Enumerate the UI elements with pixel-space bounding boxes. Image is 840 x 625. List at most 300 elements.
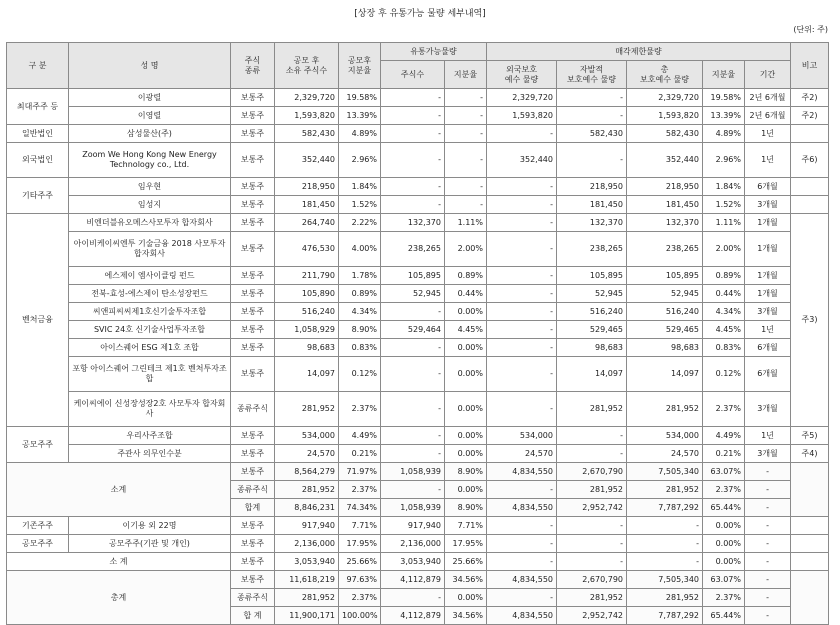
cell-tradable-shares: - [381, 196, 445, 214]
cell-tradable-ratio: 4.45% [445, 321, 487, 339]
cell-name: 비엔더블유오메스사모투자 합자회사 [69, 214, 231, 232]
cell-lockup-ratio: 1.84% [703, 178, 745, 196]
cell-name: 임성지 [69, 196, 231, 214]
cell-stock-type: 합계 [231, 499, 275, 517]
cell-tradable-ratio: 1.11% [445, 214, 487, 232]
cell-tradable-shares: 105,895 [381, 267, 445, 285]
table-row [7, 178, 829, 196]
cell-tradable-ratio: 0.00% [445, 445, 487, 463]
cell-tradable-shares: - [381, 481, 445, 499]
cell-stock-type: 보통주 [231, 427, 275, 445]
cell-tradable-ratio: 2.00% [445, 232, 487, 267]
cell-post-ipo-ratio: 4.89% [339, 125, 381, 143]
cell-tradable-shares: 917,940 [381, 517, 445, 535]
cell-tradable-ratio: 7.71% [445, 517, 487, 535]
cell-post-ipo-ratio: 0.12% [339, 357, 381, 392]
cell-lockup-period: 6개월 [745, 178, 791, 196]
cell-stock-type: 보통주 [231, 321, 275, 339]
cell-name: 아이스퀘어 ESG 제1호 조합 [69, 339, 231, 357]
header-category: 구 분 [7, 43, 69, 89]
cell-category: 공모주주 [7, 535, 69, 553]
cell-tradable-shares: 238,265 [381, 232, 445, 267]
cell-lockup-total: 2,329,720 [627, 89, 703, 107]
cell-lockup-period: 1년 [745, 125, 791, 143]
cell-lockup-voluntary: - [557, 517, 627, 535]
cell-post-ipo-ratio: 0.89% [339, 285, 381, 303]
table-row [7, 107, 829, 125]
cell-lockup-voluntary: 582,430 [557, 125, 627, 143]
cell-post-ipo-ratio: 1.52% [339, 196, 381, 214]
cell-lockup-period: 1년 [745, 143, 791, 178]
cell-post-ipo-shares: 1,593,820 [275, 107, 339, 125]
cell-lockup-total: 281,952 [627, 589, 703, 607]
cell-name: 케이씨에이 신성장성장2호 사모투자 합자회사 [69, 392, 231, 427]
cell-lockup-foreign: - [487, 178, 557, 196]
cell-lockup-foreign: 4,834,550 [487, 499, 557, 517]
cell-lockup-voluntary: 281,952 [557, 392, 627, 427]
cell-tradable-ratio: - [445, 178, 487, 196]
header-lockup-period: 기간 [745, 61, 791, 89]
cell-post-ipo-ratio: 4.34% [339, 303, 381, 321]
cell-lockup-total: 14,097 [627, 357, 703, 392]
cell-tradable-shares: - [381, 125, 445, 143]
cell-lockup-total: 1,593,820 [627, 107, 703, 125]
cell-stock-type: 보통주 [231, 89, 275, 107]
cell-lockup-total: - [627, 517, 703, 535]
cell-lockup-period: 1개월 [745, 232, 791, 267]
cell-post-ipo-ratio: 74.34% [339, 499, 381, 517]
cell-lockup-voluntary: 181,450 [557, 196, 627, 214]
cell-group-label: 총계 [7, 571, 231, 625]
cell-post-ipo-shares: 11,618,219 [275, 571, 339, 589]
cell-lockup-total: - [627, 553, 703, 571]
cell-stock-type: 보통주 [231, 178, 275, 196]
cell-note: 주2) [791, 107, 829, 125]
cell-lockup-voluntary: 2,952,742 [557, 607, 627, 625]
cell-post-ipo-ratio: 2.22% [339, 214, 381, 232]
cell-lockup-voluntary: 2,952,742 [557, 499, 627, 517]
cell-note: 주4) [791, 445, 829, 463]
cell-lockup-ratio: 0.21% [703, 445, 745, 463]
cell-lockup-foreign: - [487, 589, 557, 607]
header-tradable-shares: 주식수 [381, 61, 445, 89]
cell-post-ipo-shares: 2,329,720 [275, 89, 339, 107]
cell-post-ipo-shares: 582,430 [275, 125, 339, 143]
cell-tradable-ratio: 0.00% [445, 339, 487, 357]
cell-tradable-shares: 1,058,939 [381, 499, 445, 517]
cell-tradable-ratio: 0.00% [445, 427, 487, 445]
cell-lockup-foreign: 352,440 [487, 143, 557, 178]
cell-stock-type: 보통주 [231, 107, 275, 125]
cell-category: 소 계 [7, 553, 231, 571]
cell-note: 주6) [791, 143, 829, 178]
cell-lockup-total: 352,440 [627, 143, 703, 178]
cell-lockup-period: 1개월 [745, 267, 791, 285]
cell-post-ipo-ratio: 8.90% [339, 321, 381, 339]
cell-note: 주5) [791, 427, 829, 445]
cell-tradable-ratio: 34.56% [445, 607, 487, 625]
table-row [7, 535, 829, 553]
cell-post-ipo-ratio: 25.66% [339, 553, 381, 571]
cell-post-ipo-shares: 281,952 [275, 392, 339, 427]
cell-tradable-ratio: 17.95% [445, 535, 487, 553]
table-body [7, 89, 829, 625]
cell-stock-type: 보통주 [231, 303, 275, 321]
cell-lockup-ratio: 1.11% [703, 214, 745, 232]
cell-stock-type: 보통주 [231, 339, 275, 357]
cell-tradable-shares: 4,112,879 [381, 607, 445, 625]
cell-post-ipo-shares: 181,450 [275, 196, 339, 214]
cell-lockup-period: 1개월 [745, 285, 791, 303]
cell-category: 공모주주 [7, 427, 69, 463]
cell-stock-type: 보통주 [231, 143, 275, 178]
cell-category: 기타주주 [7, 178, 69, 214]
cell-name: 삼성물산(주) [69, 125, 231, 143]
cell-stock-type: 보통주 [231, 267, 275, 285]
cell-category: 기존주주 [7, 517, 69, 535]
header-lockup-voluntary: 자발적 보호예수 물량 [557, 61, 627, 89]
cell-tradable-ratio: 8.90% [445, 463, 487, 481]
cell-post-ipo-shares: 14,097 [275, 357, 339, 392]
table-row [7, 285, 829, 303]
cell-lockup-foreign: - [487, 303, 557, 321]
cell-lockup-foreign: - [487, 196, 557, 214]
cell-lockup-total: 105,895 [627, 267, 703, 285]
cell-lockup-voluntary: - [557, 427, 627, 445]
cell-lockup-voluntary: 281,952 [557, 481, 627, 499]
cell-name: 공모주주(기관 및 개인) [69, 535, 231, 553]
table-row [7, 303, 829, 321]
cell-lockup-ratio: 13.39% [703, 107, 745, 125]
table-row [7, 321, 829, 339]
cell-tradable-ratio: - [445, 196, 487, 214]
table-row [7, 339, 829, 357]
cell-post-ipo-shares: 211,790 [275, 267, 339, 285]
cell-lockup-period: 2년 6개월 [745, 89, 791, 107]
cell-name: Zoom We Hong Kong New Energy Technology co., Ltd. [69, 143, 231, 178]
cell-lockup-foreign: - [487, 285, 557, 303]
cell-name: 이광렬 [69, 89, 231, 107]
cell-lockup-period: - [745, 463, 791, 481]
cell-tradable-ratio: 0.00% [445, 357, 487, 392]
cell-lockup-foreign: - [487, 392, 557, 427]
cell-post-ipo-ratio: 2.37% [339, 589, 381, 607]
cell-post-ipo-shares: 2,136,000 [275, 535, 339, 553]
cell-tradable-ratio: 0.44% [445, 285, 487, 303]
cell-note [791, 125, 829, 143]
header-name: 성 명 [69, 43, 231, 89]
cell-tradable-ratio: - [445, 125, 487, 143]
cell-post-ipo-ratio: 7.71% [339, 517, 381, 535]
cell-post-ipo-shares: 516,240 [275, 303, 339, 321]
cell-lockup-period: 6개월 [745, 339, 791, 357]
table-row [7, 89, 829, 107]
cell-name: 에스제이 엠사이클링 펀드 [69, 267, 231, 285]
cell-lockup-period: 3개월 [745, 196, 791, 214]
cell-note: 주2) [791, 89, 829, 107]
cell-stock-type: 보통주 [231, 571, 275, 589]
table-row [7, 357, 829, 392]
cell-stock-type: 보통주 [231, 232, 275, 267]
cell-group-label: 소계 [7, 463, 231, 517]
cell-post-ipo-shares: 105,890 [275, 285, 339, 303]
cell-lockup-ratio: 0.44% [703, 285, 745, 303]
cell-lockup-foreign: 2,329,720 [487, 89, 557, 107]
cell-lockup-ratio: 4.49% [703, 427, 745, 445]
cell-tradable-shares: - [381, 178, 445, 196]
cell-lockup-ratio: 0.89% [703, 267, 745, 285]
summary-row [7, 571, 829, 589]
cell-post-ipo-shares: 3,053,940 [275, 553, 339, 571]
header-post-ipo-shares: 공모 후 소유 주식수 [275, 43, 339, 89]
cell-lockup-ratio: 4.89% [703, 125, 745, 143]
cell-name: 임우현 [69, 178, 231, 196]
cell-tradable-shares: - [381, 427, 445, 445]
cell-post-ipo-shares: 8,564,279 [275, 463, 339, 481]
cell-tradable-shares: - [381, 89, 445, 107]
cell-lockup-period: - [745, 607, 791, 625]
cell-stock-type: 보통주 [231, 445, 275, 463]
cell-lockup-ratio: 65.44% [703, 499, 745, 517]
cell-post-ipo-shares: 218,950 [275, 178, 339, 196]
cell-stock-type: 보통주 [231, 196, 275, 214]
cell-stock-type: 보통주 [231, 517, 275, 535]
cell-lockup-voluntary: 281,952 [557, 589, 627, 607]
cell-lockup-ratio: 0.12% [703, 357, 745, 392]
cell-tradable-shares: 3,053,940 [381, 553, 445, 571]
cell-post-ipo-shares: 98,683 [275, 339, 339, 357]
cell-post-ipo-ratio: 2.37% [339, 392, 381, 427]
cell-lockup-ratio: 0.00% [703, 553, 745, 571]
cell-lockup-total: 7,787,292 [627, 499, 703, 517]
unit-label: (단위: 주) [793, 25, 828, 34]
cell-name: 아이비케이씨엔투 기술금융 2018 사모투자 합자회사 [69, 232, 231, 267]
table-row [7, 143, 829, 178]
cell-stock-type: 보통주 [231, 285, 275, 303]
cell-tradable-ratio: 0.00% [445, 303, 487, 321]
cell-tradable-ratio: 0.00% [445, 481, 487, 499]
cell-post-ipo-shares: 8,846,231 [275, 499, 339, 517]
cell-lockup-period: - [745, 481, 791, 499]
cell-lockup-foreign: 4,834,550 [487, 607, 557, 625]
cell-lockup-total: 529,465 [627, 321, 703, 339]
cell-name: 전북-효성-에스제이 탄소성장펀드 [69, 285, 231, 303]
cell-name: SVIC 24호 신기술사업투자조합 [69, 321, 231, 339]
cell-lockup-ratio: 19.58% [703, 89, 745, 107]
cell-lockup-period: 3개월 [745, 303, 791, 321]
cell-lockup-foreign: 534,000 [487, 427, 557, 445]
cell-lockup-period: 1개월 [745, 214, 791, 232]
cell-lockup-foreign: - [487, 267, 557, 285]
cell-name: 이기용 외 22명 [69, 517, 231, 535]
cell-tradable-shares: 132,370 [381, 214, 445, 232]
cell-lockup-voluntary: 529,465 [557, 321, 627, 339]
lockup-table [6, 42, 829, 625]
cell-note [791, 553, 829, 571]
table-row [7, 214, 829, 232]
cell-lockup-foreign: - [487, 357, 557, 392]
cell-note [791, 178, 829, 196]
cell-note [791, 535, 829, 553]
cell-category: 벤처금융 [7, 214, 69, 427]
cell-tradable-shares: - [381, 392, 445, 427]
cell-tradable-ratio: 0.89% [445, 267, 487, 285]
cell-lockup-voluntary: 516,240 [557, 303, 627, 321]
table-title: [상장 후 유통가능 물량 세부내역] [354, 9, 486, 19]
cell-lockup-period: 1년 [745, 321, 791, 339]
cell-lockup-ratio: 63.07% [703, 463, 745, 481]
table-row [7, 125, 829, 143]
cell-stock-type: 종류주식 [231, 481, 275, 499]
table-row [7, 517, 829, 535]
cell-stock-type: 보통주 [231, 553, 275, 571]
cell-lockup-foreign: - [487, 339, 557, 357]
cell-lockup-voluntary: 98,683 [557, 339, 627, 357]
cell-post-ipo-ratio: 100.00% [339, 607, 381, 625]
cell-lockup-voluntary: 52,945 [557, 285, 627, 303]
cell-tradable-shares: - [381, 107, 445, 125]
cell-lockup-period: 3개월 [745, 445, 791, 463]
cell-lockup-period: 1년 [745, 427, 791, 445]
cell-name: 포항 아이스퀘어 그린테크 제1호 벤처투자조합 [69, 357, 231, 392]
cell-category: 최대주주 등 [7, 89, 69, 125]
header-lockup-foreign: 외국보호 예수 물량 [487, 61, 557, 89]
cell-lockup-foreign: - [487, 481, 557, 499]
cell-tradable-shares: 529,464 [381, 321, 445, 339]
cell-lockup-voluntary: - [557, 553, 627, 571]
cell-post-ipo-shares: 264,740 [275, 214, 339, 232]
cell-post-ipo-ratio: 1.78% [339, 267, 381, 285]
cell-note [791, 517, 829, 535]
cell-lockup-ratio: 2.37% [703, 392, 745, 427]
cell-lockup-total: 98,683 [627, 339, 703, 357]
header-tradable-ratio: 지분율 [445, 61, 487, 89]
cell-stock-type: 종류주식 [231, 589, 275, 607]
cell-lockup-period: - [745, 499, 791, 517]
cell-post-ipo-ratio: 1.84% [339, 178, 381, 196]
cell-lockup-foreign: - [487, 214, 557, 232]
cell-post-ipo-ratio: 71.97% [339, 463, 381, 481]
cell-lockup-total: 52,945 [627, 285, 703, 303]
cell-post-ipo-shares: 352,440 [275, 143, 339, 178]
cell-lockup-voluntary: 132,370 [557, 214, 627, 232]
cell-tradable-shares: - [381, 303, 445, 321]
cell-name: 주관사 의무인수분 [69, 445, 231, 463]
cell-tradable-shares: 4,112,879 [381, 571, 445, 589]
cell-post-ipo-shares: 534,000 [275, 427, 339, 445]
table-row [7, 427, 829, 445]
cell-tradable-shares: - [381, 589, 445, 607]
cell-stock-type: 보통주 [231, 125, 275, 143]
cell-lockup-total: 281,952 [627, 481, 703, 499]
cell-lockup-voluntary: - [557, 535, 627, 553]
cell-lockup-voluntary: - [557, 143, 627, 178]
cell-stock-type: 합 계 [231, 607, 275, 625]
cell-lockup-foreign: - [487, 232, 557, 267]
cell-lockup-ratio: 63.07% [703, 571, 745, 589]
cell-lockup-period: - [745, 553, 791, 571]
cell-lockup-voluntary: 238,265 [557, 232, 627, 267]
cell-stock-type: 보통주 [231, 214, 275, 232]
cell-lockup-period: - [745, 517, 791, 535]
cell-lockup-voluntary: 2,670,790 [557, 463, 627, 481]
cell-tradable-shares: 1,058,939 [381, 463, 445, 481]
cell-tradable-ratio: 0.00% [445, 392, 487, 427]
header-tradable: 유통가능물량 [381, 43, 487, 61]
cell-tradable-shares: - [381, 357, 445, 392]
cell-tradable-shares: - [381, 445, 445, 463]
cell-name: 씨앤피씨씨제1호신기술투자조합 [69, 303, 231, 321]
cell-lockup-voluntary: 2,670,790 [557, 571, 627, 589]
cell-name: 이영렬 [69, 107, 231, 125]
cell-lockup-voluntary: 14,097 [557, 357, 627, 392]
header-lockup-ratio: 지분율 [703, 61, 745, 89]
cell-tradable-ratio: - [445, 143, 487, 178]
cell-stock-type: 보통주 [231, 535, 275, 553]
cell-category: 일반법인 [7, 125, 69, 143]
cell-note [791, 571, 829, 625]
header-lockup-total: 총 보호예수 물량 [627, 61, 703, 89]
cell-note [791, 196, 829, 214]
cell-lockup-voluntary: - [557, 107, 627, 125]
cell-lockup-foreign: - [487, 125, 557, 143]
cell-stock-type: 종류주식 [231, 392, 275, 427]
cell-post-ipo-ratio: 17.95% [339, 535, 381, 553]
cell-stock-type: 보통주 [231, 463, 275, 481]
cell-lockup-foreign: 24,570 [487, 445, 557, 463]
cell-lockup-foreign: - [487, 517, 557, 535]
header-post-ipo-ratio: 공모후 지분율 [339, 43, 381, 89]
cell-lockup-total: 218,950 [627, 178, 703, 196]
cell-lockup-voluntary: - [557, 89, 627, 107]
cell-lockup-ratio: 0.00% [703, 535, 745, 553]
cell-lockup-foreign: - [487, 553, 557, 571]
cell-post-ipo-shares: 11,900,171 [275, 607, 339, 625]
cell-post-ipo-ratio: 19.58% [339, 89, 381, 107]
cell-lockup-period: 2년 6개월 [745, 107, 791, 125]
cell-note: 주3) [791, 214, 829, 427]
cell-lockup-ratio: 2.37% [703, 589, 745, 607]
table-row [7, 267, 829, 285]
cell-lockup-ratio: 4.34% [703, 303, 745, 321]
cell-tradable-ratio: 25.66% [445, 553, 487, 571]
cell-lockup-foreign: 4,834,550 [487, 571, 557, 589]
cell-lockup-total: 7,505,340 [627, 571, 703, 589]
cell-lockup-ratio: 2.37% [703, 481, 745, 499]
cell-lockup-total: - [627, 535, 703, 553]
cell-post-ipo-shares: 24,570 [275, 445, 339, 463]
cell-post-ipo-ratio: 4.00% [339, 232, 381, 267]
cell-lockup-ratio: 65.44% [703, 607, 745, 625]
table-row [7, 445, 829, 463]
cell-lockup-foreign: - [487, 321, 557, 339]
cell-post-ipo-ratio: 0.21% [339, 445, 381, 463]
cell-lockup-foreign: - [487, 535, 557, 553]
cell-post-ipo-shares: 917,940 [275, 517, 339, 535]
cell-post-ipo-shares: 1,058,929 [275, 321, 339, 339]
cell-tradable-shares: 52,945 [381, 285, 445, 303]
table-row [7, 553, 829, 571]
cell-tradable-shares: 2,136,000 [381, 535, 445, 553]
table-row [7, 392, 829, 427]
cell-post-ipo-shares: 476,530 [275, 232, 339, 267]
cell-lockup-total: 582,430 [627, 125, 703, 143]
cell-post-ipo-shares: 281,952 [275, 481, 339, 499]
cell-lockup-foreign: 1,593,820 [487, 107, 557, 125]
cell-tradable-ratio: - [445, 89, 487, 107]
cell-lockup-total: 238,265 [627, 232, 703, 267]
cell-note [791, 463, 829, 517]
